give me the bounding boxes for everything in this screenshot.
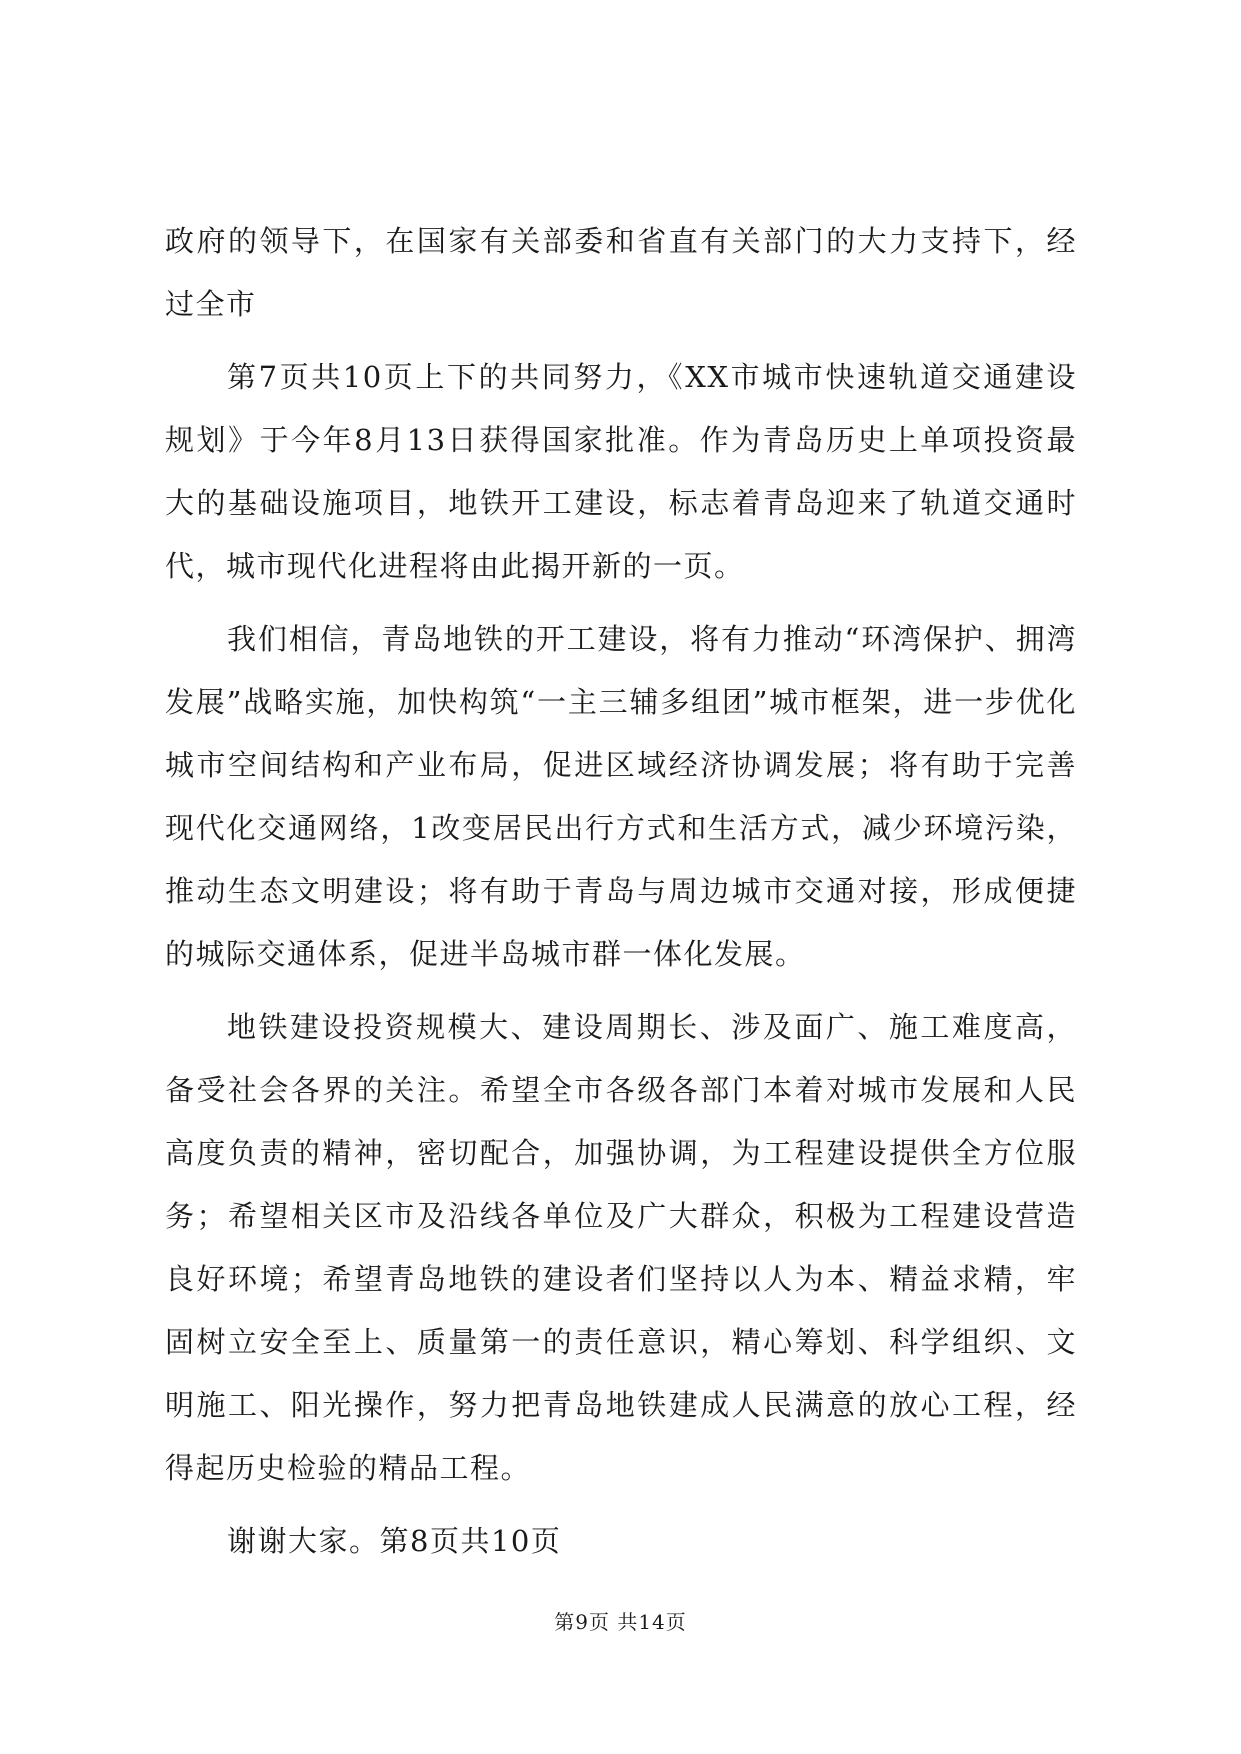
paragraph-significance: 我们相信，青岛地铁的开工建设，将有力推动“环湾保护、拥湾发展”战略实施，加快构筑“一主三辅多组团”城市框架，进一步优化城市空间结构和产业布局，促进区域经济协调发展；将有助于完善现代化交通网络，1改变居民出行方式和生活方式，减少环境污染，推动生态文明建设；将有助于青岛与周边城市交通对接，形成便捷的城际交通体系，促进半岛城市群一体化发展。 <box>165 622 1077 971</box>
paragraph-expectations: 地铁建设投资规模大、建设周期长、涉及面广、施工难度高，备受社会各界的关注。希望全市各级各部门本着对城市发展和人民高度负责的精神，密切配合，加强协调，为工程建设提供全方位服务；希望相关区市及沿线各单位及广大群众，积极为工程建设营造良好环境；希望青岛地铁的建设者们坚持以人为本、精益求精，牢固树立安全至上、质量第一的责任意识，精心筹划、科学组织、文明施工、阳光操作，努力把青岛地铁建成人民满意的放心工程，经得起历史检验的精品工程。 <box>165 1010 1077 1485</box>
paragraph-continuation: 政府的领导下，在国家有关部委和省直有关部门的大力支持下，经过全市 <box>165 224 1077 321</box>
paragraph-planning-approval: 第7页共10页上下的共同努力，《XX市城市快速轨道交通建设规划》于今年8月13日获得国家批准。作为青岛历史上单项投资最大的基础设施项目，地铁开工建设，标志着青岛迎来了轨道交通时代，城市现代化进程将由此揭开新的一页。 <box>165 360 1077 583</box>
page-footer: 第9页 共14页 <box>554 1610 687 1634</box>
document-body <box>165 210 1077 1573</box>
paragraph-closing: 谢谢大家。第8页共10页 <box>227 1524 562 1558</box>
